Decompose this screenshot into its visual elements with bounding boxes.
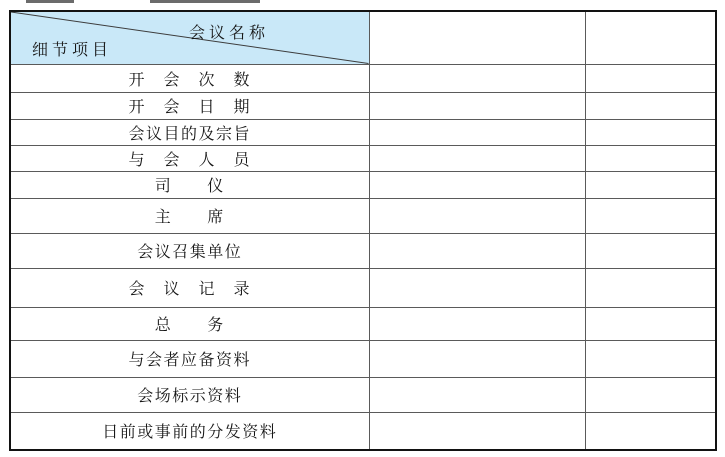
- table-row: [10, 92, 716, 119]
- value-cell: [369, 119, 585, 145]
- value-cell: [585, 340, 716, 377]
- value-cell: [585, 307, 716, 340]
- row-label: 会场标示资料: [10, 377, 369, 412]
- row-label: 开 会 日 期: [10, 92, 369, 119]
- row-label: 开 会 次 数: [10, 64, 369, 92]
- row-label: 会 议 记 录: [10, 268, 369, 307]
- meeting-record-form-table: [9, 10, 717, 451]
- row-label: 总 务: [10, 307, 369, 340]
- value-cell: [369, 145, 585, 171]
- value-cell: [585, 198, 716, 233]
- table-row: [10, 377, 716, 412]
- value-cell: [369, 64, 585, 92]
- table-row: [10, 119, 716, 145]
- value-cell: [369, 268, 585, 307]
- table-row: [10, 233, 716, 268]
- row-label: 司 仪: [10, 171, 369, 198]
- table-row: [10, 171, 716, 198]
- cropped-text-artifact: [26, 0, 74, 3]
- row-label: 日前或事前的分发资料: [10, 412, 369, 450]
- value-cell: [585, 233, 716, 268]
- row-label: 与 会 人 员: [10, 145, 369, 171]
- value-cell: [369, 307, 585, 340]
- value-cell: [369, 92, 585, 119]
- table-row: [10, 307, 716, 340]
- table-row: [10, 340, 716, 377]
- value-cell: [585, 171, 716, 198]
- header-value-cell-2: [585, 11, 716, 64]
- cropped-text-artifact: [150, 0, 260, 3]
- value-cell: [369, 377, 585, 412]
- value-cell: [585, 119, 716, 145]
- row-label: 主 席: [10, 198, 369, 233]
- header-value-cell-1: [369, 11, 585, 64]
- value-cell: [369, 233, 585, 268]
- row-label: 会议目的及宗旨: [10, 119, 369, 145]
- value-cell: [585, 145, 716, 171]
- value-cell: [585, 92, 716, 119]
- table-row: [10, 198, 716, 233]
- table-row: [10, 64, 716, 92]
- table-row: [10, 145, 716, 171]
- header-detail-item-label: 细节项目: [32, 41, 113, 59]
- value-cell: [585, 268, 716, 307]
- value-cell: [585, 412, 716, 450]
- header-meeting-name-label: 会议名称: [189, 25, 270, 42]
- table-row: [10, 412, 716, 450]
- row-label: 会议召集单位: [10, 233, 369, 268]
- header-row: [10, 11, 716, 64]
- value-cell: [369, 412, 585, 450]
- table-row: [10, 268, 716, 307]
- value-cell: [369, 340, 585, 377]
- value-cell: [369, 171, 585, 198]
- value-cell: [585, 64, 716, 92]
- row-label: 与会者应备资料: [10, 340, 369, 377]
- value-cell: [369, 198, 585, 233]
- value-cell: [585, 377, 716, 412]
- diagonal-header-cell: [10, 11, 369, 64]
